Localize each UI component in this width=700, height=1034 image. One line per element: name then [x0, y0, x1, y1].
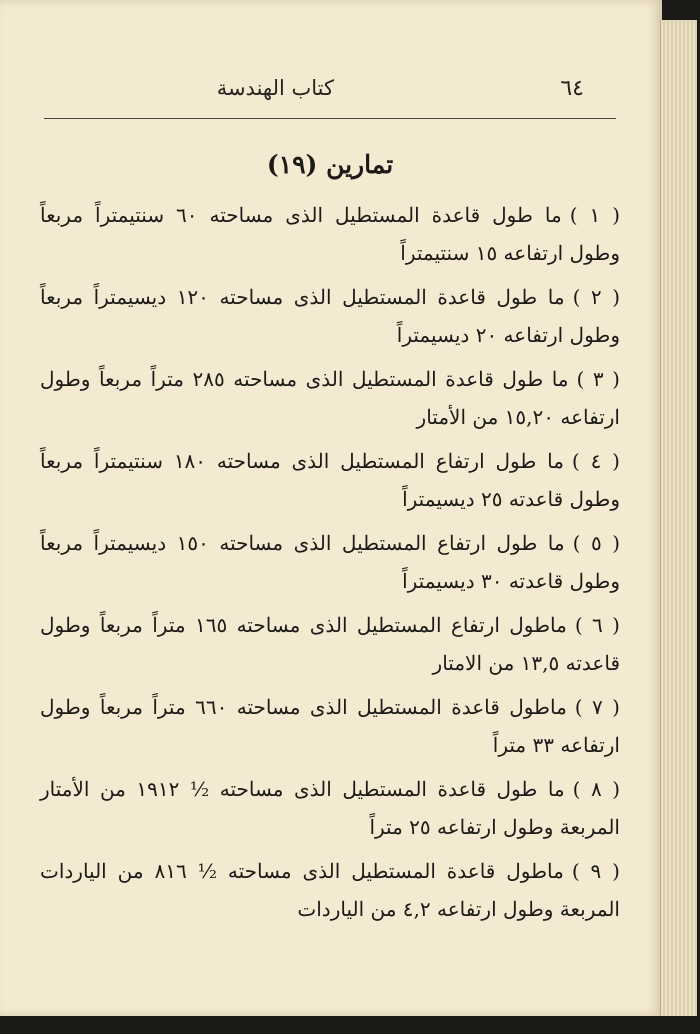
exercise-list — [40, 196, 620, 934]
page-edges — [660, 20, 697, 1016]
exercise-item — [40, 360, 620, 436]
exercise-text: ما طول قاعدة المستطيل الذى مساحته ٢٨٥ متراً مربعاً وطول ارتفاعه ١٥,٢٠ من الأمتار — [40, 367, 620, 429]
exercise-text: ما طول قاعدة المستطيل الذى مساحته ١٢٠ ديسيمتراً مربعاً وطول ارتفاعه ٢٠ ديسيمتراً — [40, 285, 620, 347]
exercise-item — [40, 278, 620, 354]
book-title: كتاب الهندسة — [216, 76, 334, 100]
exercise-number: ( ٥ ) — [572, 531, 620, 555]
exercise-number: ( ٤ ) — [571, 449, 620, 473]
page-number: ٦٤ — [560, 76, 584, 101]
exercise-number: ( ٢ ) — [572, 285, 620, 309]
page-header — [44, 76, 614, 106]
exercise-item — [40, 606, 620, 682]
background-shadow — [0, 1016, 700, 1034]
exercise-item — [40, 524, 620, 600]
exercise-number: ( ٧ ) — [574, 695, 620, 719]
exercise-text: ماطول قاعدة المستطيل الذى مساحته ½ ٨١٦ من الياردات المربعة وطول ارتفاعه ٤,٢ من الياردات — [40, 859, 620, 921]
exercise-text: ما طول ارتفاع المستطيل الذى مساحته ١٥٠ ديسيمتراً مربعاً وطول قاعدته ٣٠ ديسيمتراً — [40, 531, 620, 593]
header-rule — [44, 118, 616, 119]
exercise-number: ( ٣ ) — [576, 367, 620, 391]
exercise-item — [40, 442, 620, 518]
exercise-item — [40, 770, 620, 846]
exercise-item — [40, 688, 620, 764]
exercise-number: ( ٩ ) — [571, 859, 620, 883]
exercise-text: ما طول قاعدة المستطيل الذى مساحته ٦٠ سنتيمتراً مربعاً وطول ارتفاعه ١٥ سنتيمتراً — [40, 203, 620, 265]
exercise-text: ماطول ارتفاع المستطيل الذى مساحته ١٦٥ متراً مربعاً وطول قاعدته ١٣,٥ من الامتار — [40, 613, 620, 675]
exercise-item — [40, 852, 620, 928]
exercise-text: ما طول ارتفاع المستطيل الذى مساحته ١٨٠ سنتيمتراً مربعاً وطول قاعدته ٢٥ ديسيمتراً — [40, 449, 620, 511]
exercise-text: ماطول قاعدة المستطيل الذى مساحته ٦٦٠ متراً مربعاً وطول ارتفاعه ٣٣ متراً — [40, 695, 620, 757]
exercise-text: ما طول قاعدة المستطيل الذى مساحته ½ ١٩١٢ من الأمتار المربعة وطول ارتفاعه ٢٥ متراً — [40, 777, 620, 839]
exercise-number: ( ٨ ) — [572, 777, 621, 801]
exercise-number: ( ١ ) — [569, 203, 620, 227]
section-title: تمارين (١٩) — [266, 150, 394, 179]
exercise-item — [40, 196, 620, 272]
exercise-number: ( ٦ ) — [574, 613, 620, 637]
